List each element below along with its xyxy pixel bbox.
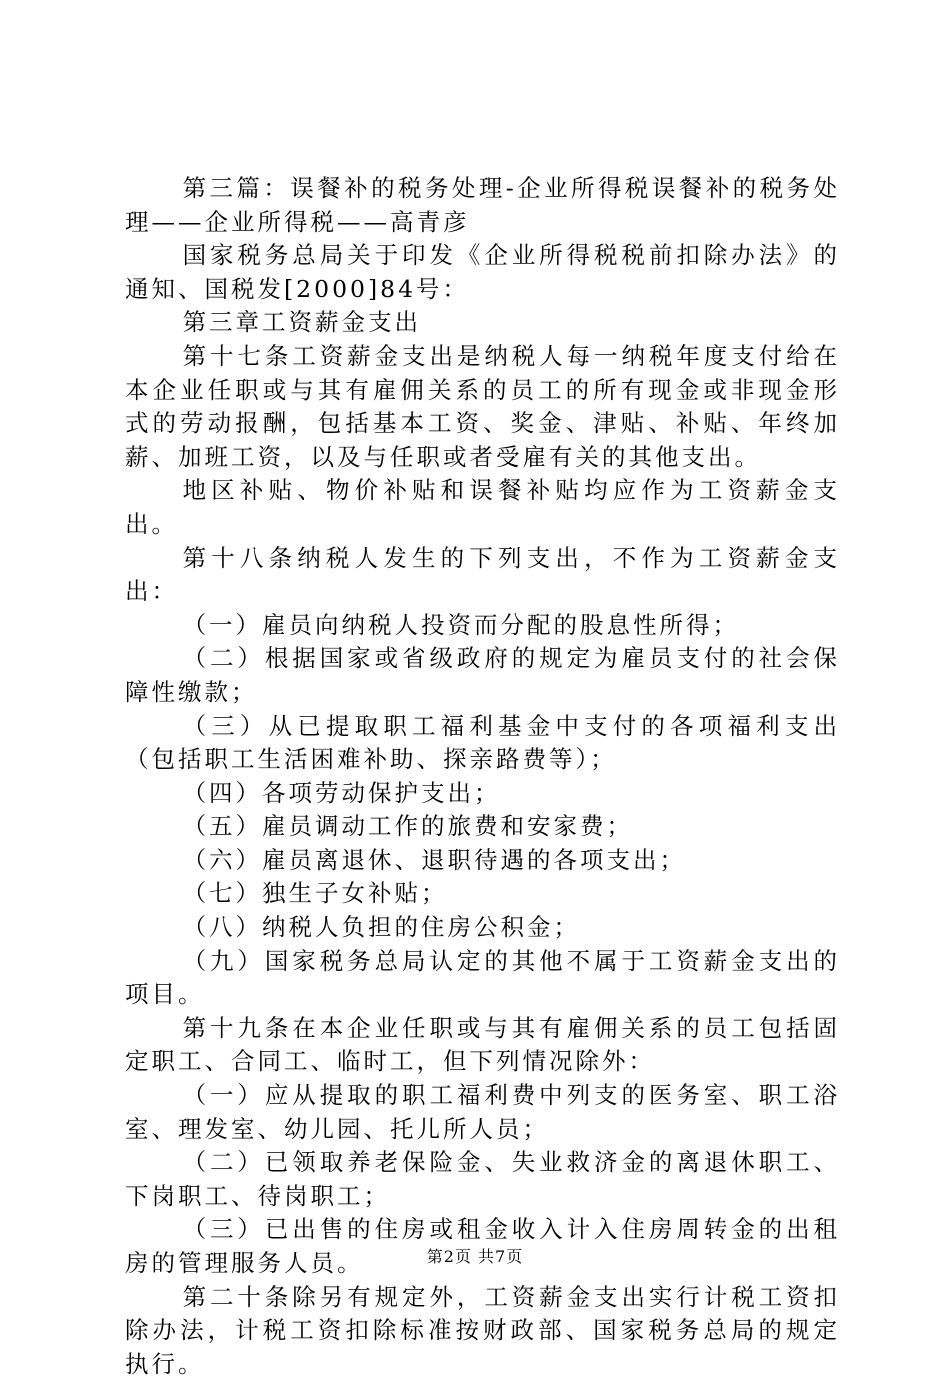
paragraph-article-17: 第十七条工资薪金支出是纳税人每一纳税年度支付给在本企业任职或与其有雇佣关系的员工的所有现金或非现金形式的劳动报酬，包括基本工资、奖金、津贴、补贴、年终加薪、加班工资，以及与任职或者受雇有关的其他支出。: [125, 341, 840, 471]
list-item-18-5: （五）雇员调动工作的旅费和安家费；: [182, 812, 634, 841]
paragraph-article-19: 第十九条在本企业任职或与其有雇佣关系的员工包括固定职工、合同工、临时工，但下列情况除外：: [125, 1013, 840, 1076]
paragraph-notice-reference: 国家税务总局关于印发《企业所得税税前扣除办法》的通知、国税发[2000]84号：: [125, 241, 840, 303]
paragraph-article-18: 第十八条纳税人发生的下列支出，不作为工资薪金支出：: [125, 543, 840, 606]
list-item-18-1: （一）雇员向纳税人投资而分配的股息性所得；: [182, 610, 740, 639]
list-item-18-4: （四）各项劳动保护支出；: [182, 778, 501, 807]
list-item-19-3: （三）已出售的住房或租金收入计入住房周转金的出租房的管理服务人员。: [125, 1215, 840, 1277]
paragraph-subsidies: 地区补贴、物价补贴和误餐补贴均应作为工资薪金支出。: [125, 476, 840, 538]
list-item-19-1: （一）应从提取的职工福利费中列支的医务室、职工浴室、理发室、幼儿园、托儿所人员；: [125, 1081, 840, 1143]
document-body: [125, 172, 840, 1381]
paragraph-article-20: 第二十条除另有规定外，工资薪金支出实行计税工资扣除办法，计税工资扣除标准按财政部、国家税务总局的规定执行。: [125, 1282, 840, 1378]
list-item-18-7: （七）独生子女补贴；: [182, 879, 448, 908]
paragraph-chapter-heading: 第三章工资薪金支出: [182, 308, 422, 337]
list-item-19-2: （二）已领取养老保险金、失业救济金的离退休职工、下岗职工、待岗职工；: [125, 1148, 840, 1210]
list-item-18-2: （二）根据国家或省级政府的规定为雇员支付的社会保障性缴款；: [125, 644, 840, 706]
list-item-18-6: （六）雇员离退休、退职待遇的各项支出；: [182, 845, 687, 874]
list-item-18-9: （九）国家税务总局认定的其他不属于工资薪金支出的项目。: [125, 946, 840, 1009]
page-number-footer: 第2页 共7页: [426, 1247, 524, 1266]
list-item-18-3: （三）从已提取职工福利基金中支付的各项福利支出（包括职工生活困难补助、探亲路费等）；: [125, 711, 840, 774]
paragraph-title: 第三篇：误餐补的税务处理-企业所得税误餐补的税务处理——企业所得税——高青彦: [125, 174, 840, 236]
list-item-18-8: （八）纳税人负担的住房公积金；: [182, 913, 581, 942]
